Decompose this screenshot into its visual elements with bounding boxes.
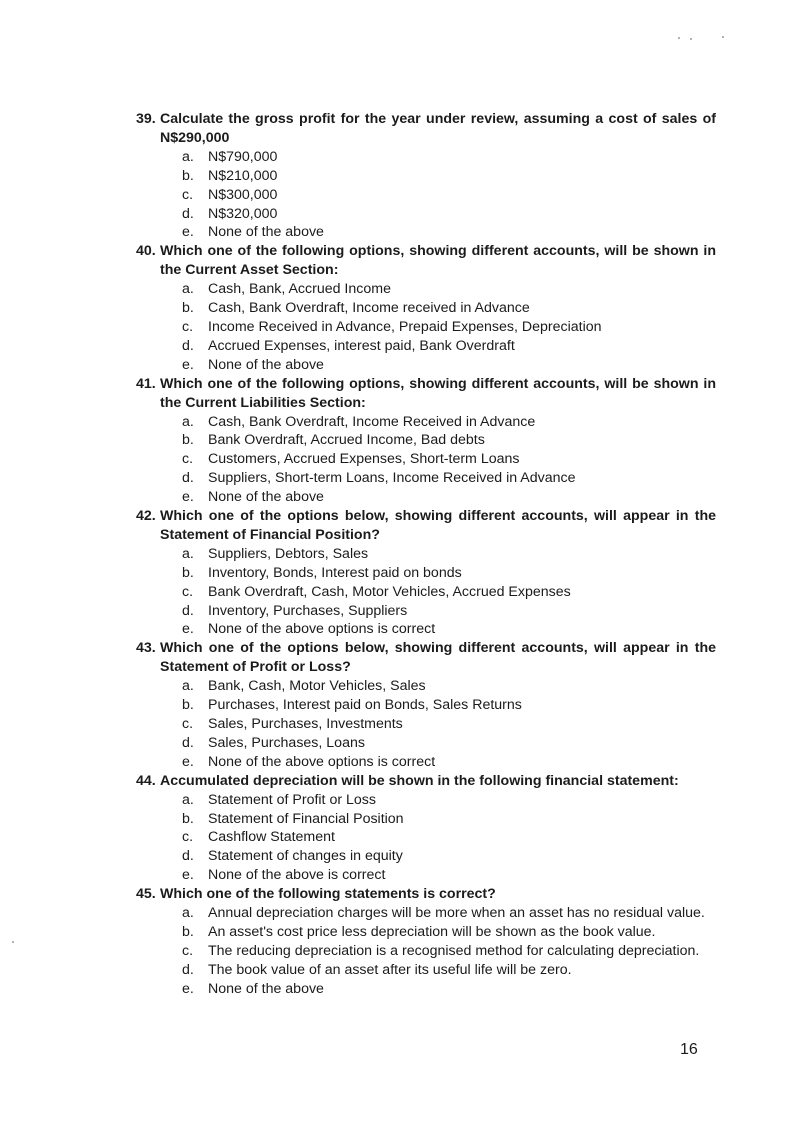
option-letter: b.	[182, 167, 194, 184]
page-number: 16	[680, 1041, 698, 1058]
option-text: Suppliers, Short-term Loans, Income Received in Advance	[208, 470, 576, 487]
answer-option	[136, 413, 716, 432]
answer-option	[136, 318, 716, 337]
question-stem	[136, 242, 716, 280]
option-text: None of the above options is correct	[208, 621, 436, 638]
answer-option	[136, 677, 716, 696]
option-letter: b.	[182, 300, 194, 317]
answer-options	[136, 791, 716, 886]
answer-option	[136, 488, 716, 507]
option-letter: d.	[182, 205, 194, 222]
question	[136, 885, 716, 998]
option-letter: b.	[182, 697, 194, 714]
option-text: None of the above options is correct	[208, 753, 436, 770]
question-text: Accumulated depreciation will be shown in the following financial statement:	[160, 772, 679, 789]
option-text: Cash, Bank, Accrued Income	[208, 281, 391, 298]
option-letter: d.	[182, 961, 194, 978]
question-stem	[136, 375, 716, 413]
option-text: Sales, Purchases, Investments	[208, 716, 403, 732]
option-letter: a.	[182, 678, 194, 695]
question-stem	[136, 110, 716, 148]
option-text: None of the above	[208, 224, 324, 241]
answer-option	[136, 696, 716, 715]
option-text: N$300,000	[208, 186, 278, 203]
option-text: Cash, Bank Overdraft, Income Received in Advance	[208, 413, 536, 430]
option-text: Sales, Purchases, Loans	[208, 734, 365, 751]
option-text: None of the above is correct	[208, 867, 386, 884]
option-text: Inventory, Purchases, Suppliers	[208, 602, 408, 619]
answer-option	[136, 205, 716, 224]
option-text: Customers, Accrued Expenses, Short-term Loans	[208, 451, 520, 468]
option-text: Cash, Bank Overdraft, Income received in Advance	[208, 300, 530, 317]
question-number: 44.	[136, 772, 156, 789]
option-text: Inventory, Bonds, Interest paid on bonds	[208, 564, 462, 581]
question	[136, 375, 716, 507]
option-letter: c.	[182, 829, 194, 846]
answer-option	[136, 431, 716, 450]
option-letter: a.	[182, 148, 194, 165]
option-letter: b.	[182, 923, 194, 940]
question	[136, 507, 716, 639]
option-text: Statement of changes in equity	[208, 848, 403, 865]
option-text: Bank Overdraft, Cash, Motor Vehicles, Accrued Expenses	[208, 583, 571, 600]
question-number: 45.	[136, 886, 156, 903]
option-letter: c.	[182, 318, 194, 335]
option-text: The reducing depreciation is a recognised method for calculating depreciation.	[208, 942, 700, 959]
option-letter: c.	[182, 451, 194, 468]
answer-option	[136, 564, 716, 583]
question-text: Which one of the following statements is correct?	[160, 886, 496, 903]
question	[136, 242, 716, 374]
scan-speck	[690, 38, 692, 40]
option-text: The book value of an asset after its useful life will be zero.	[208, 961, 572, 978]
scan-speck	[12, 941, 14, 943]
option-letter: b.	[182, 564, 194, 581]
option-letter: e.	[182, 489, 194, 506]
answer-option	[136, 791, 716, 810]
answer-option	[136, 715, 716, 734]
option-letter: d.	[182, 470, 194, 487]
answer-option	[136, 828, 716, 847]
option-text: Suppliers, Debtors, Sales	[208, 545, 369, 562]
option-letter: c.	[182, 186, 194, 203]
answer-options	[136, 904, 716, 999]
question-number: 40.	[136, 243, 156, 260]
answer-option	[136, 753, 716, 772]
question-list	[136, 110, 716, 999]
question-stem	[136, 885, 716, 904]
answer-option	[136, 337, 716, 356]
answer-options	[136, 148, 716, 243]
answer-option	[136, 847, 716, 866]
answer-option	[136, 450, 716, 469]
scan-speck	[678, 37, 680, 39]
answer-options	[136, 413, 716, 508]
option-text: Accrued Expenses, interest paid, Bank Overdraft	[208, 337, 515, 354]
answer-option	[136, 299, 716, 318]
question-number: 41.	[136, 375, 156, 392]
answer-option	[136, 602, 716, 621]
question-stem	[136, 507, 716, 545]
option-letter: c.	[182, 583, 194, 600]
question-text: Which one of the options below, showing different accounts, will appear in the Statement of Profit or Loss?	[160, 640, 716, 676]
answer-option	[136, 167, 716, 186]
option-text: Bank Overdraft, Accrued Income, Bad debts	[208, 432, 485, 449]
option-letter: e.	[182, 980, 194, 997]
option-text: Income Received in Advance, Prepaid Expenses, Depreciation	[208, 318, 602, 335]
answer-option	[136, 734, 716, 753]
option-letter: e.	[182, 356, 194, 373]
option-letter: a.	[182, 905, 194, 922]
answer-option	[136, 356, 716, 375]
question-number: 43.	[136, 640, 156, 657]
answer-option	[136, 148, 716, 167]
answer-options	[136, 677, 716, 772]
option-text: Annual depreciation charges will be more when an asset has no residual value.	[208, 905, 705, 922]
question	[136, 639, 716, 771]
answer-options	[136, 280, 716, 375]
question-text: Which one of the options below, showing different accounts, will appear in the Statement of Financial Position?	[160, 508, 716, 543]
answer-option	[136, 186, 716, 205]
option-letter: c.	[182, 942, 194, 959]
option-letter: a.	[182, 281, 194, 298]
option-letter: a.	[182, 791, 194, 808]
option-text: Purchases, Interest paid on Bonds, Sales Returns	[208, 697, 522, 714]
scan-speck	[722, 36, 724, 38]
answer-option	[136, 469, 716, 488]
option-text: Statement of Profit or Loss	[208, 791, 376, 808]
option-text: None of the above	[208, 356, 324, 373]
question-text: Which one of the following options, showing different accounts, will be shown in the Current Asset Section:	[160, 243, 716, 279]
answer-option	[136, 923, 716, 942]
option-text: An asset's cost price less depreciation will be shown as the book value.	[208, 923, 656, 940]
question-number: 42.	[136, 508, 156, 525]
question	[136, 772, 716, 885]
answer-option	[136, 810, 716, 829]
answer-option	[136, 545, 716, 564]
answer-option	[136, 866, 716, 885]
answer-option	[136, 280, 716, 299]
option-letter: e.	[182, 867, 194, 884]
option-text: None of the above	[208, 489, 324, 506]
option-letter: d.	[182, 337, 194, 354]
option-text: N$320,000	[208, 205, 278, 222]
option-letter: c.	[182, 716, 194, 732]
option-text: Bank, Cash, Motor Vehicles, Sales	[208, 678, 426, 695]
question-number: 39.	[136, 111, 156, 127]
answer-option	[136, 583, 716, 602]
option-text: Statement of Financial Position	[208, 810, 404, 827]
question-text: Calculate the gross profit for the year under review, assuming a cost of sales of N$290,000	[160, 111, 716, 146]
option-letter: d.	[182, 734, 194, 751]
option-letter: d.	[182, 602, 194, 619]
answer-option	[136, 980, 716, 999]
question-stem	[136, 772, 716, 791]
answer-option	[136, 904, 716, 923]
answer-option	[136, 620, 716, 639]
answer-option	[136, 942, 716, 961]
option-letter: a.	[182, 413, 194, 430]
option-text: N$210,000	[208, 167, 278, 184]
option-text: None of the above	[208, 980, 324, 997]
question-stem	[136, 639, 716, 677]
option-text: Cashflow Statement	[208, 829, 335, 846]
question-text: Which one of the following options, showing different accounts, will be shown in the Current Liabilities Section:	[160, 375, 716, 411]
answer-option	[136, 961, 716, 980]
option-letter: b.	[182, 810, 194, 827]
answer-option	[136, 223, 716, 242]
option-letter: b.	[182, 432, 194, 449]
question	[136, 110, 716, 242]
answer-options	[136, 545, 716, 640]
option-letter: a.	[182, 545, 194, 562]
option-letter: e.	[182, 224, 194, 241]
option-text: N$790,000	[208, 148, 278, 165]
option-letter: d.	[182, 848, 194, 865]
option-letter: e.	[182, 621, 194, 638]
option-letter: e.	[182, 753, 194, 770]
